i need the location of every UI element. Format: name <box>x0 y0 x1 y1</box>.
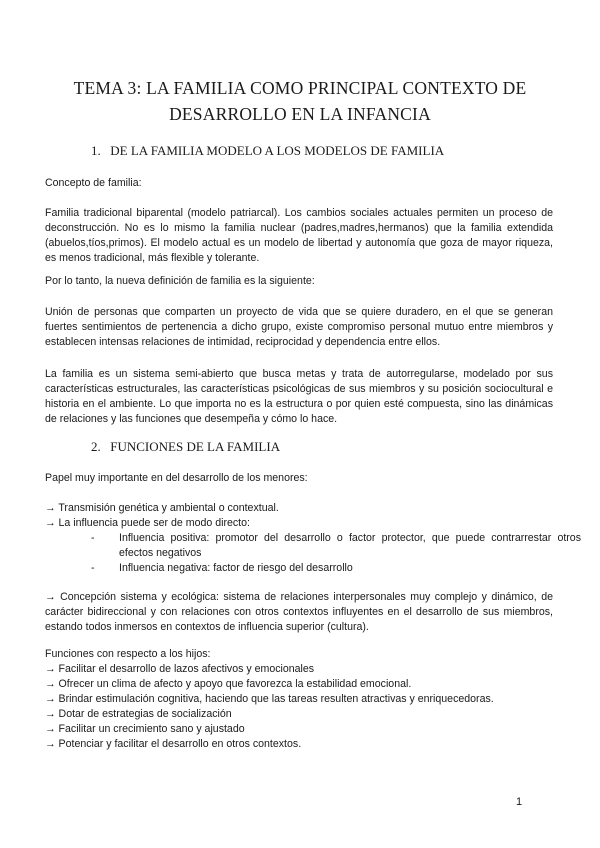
bullet-item <box>91 531 581 561</box>
function-item: → Facilitar el desarrollo de lazos afectivos y emocionales <box>45 663 315 675</box>
paragraph-definicion-intro: Por lo tanto, la nueva definición de familia es la siguiente: <box>45 275 315 287</box>
bullet-dash: - <box>91 562 95 574</box>
paragraph-concepcion: → Concepción sistema y ecológica: sistema de relaciones interpersonales muy complejo y dinámico, de carácter bidireccional y con relaciones con otros contextos influyentes en el desarrollo de sus miembros, estando todos inmersos en contextos de influencia superior (cultura). <box>45 591 553 633</box>
section-2-title: FUNCIONES DE LA FAMILIA <box>110 439 281 454</box>
title-line-2: DESARROLLO EN LA INFANCIA <box>169 104 431 124</box>
page-number: 1 <box>516 796 523 808</box>
section-1-title: DE LA FAMILIA MODELO A LOS MODELOS DE FAMILIA <box>110 143 445 158</box>
bullet-dash: - <box>91 532 95 544</box>
bullet-item <box>91 561 581 576</box>
paragraph-papel: Papel muy importante en del desarrollo de los menores: <box>45 472 308 484</box>
section-2-heading <box>91 439 280 455</box>
page-title <box>60 75 540 127</box>
bullet-text: Influencia positiva: promotor del desarrollo o factor protector, que puede contrarrestar otros efectos negativos <box>119 532 581 559</box>
section-1-number: 1. <box>91 143 101 158</box>
paragraph-sistema: La familia es un sistema semi-abierto que busca metas y trata de autorregularse, modelado por sus características estructurales, las características psicológicas de sus miembros y su posición sociocultural e historia en el ambiente. Lo que importa no es la estructura o por quien esté compuesta, sino las dinámicas de relaciones y las funciones que desempeña y cómo lo hace. <box>45 368 553 425</box>
paragraph-definicion: Unión de personas que comparten un proyecto de vida que se quiere duradero, en el que se generan fuertes sentimientos de pertenencia a dicho grupo, existe compromiso personal mutuo entre miembros y establecen intensas relaciones de intimidad, reciprocidad y dependencia entre ellos. <box>45 306 553 348</box>
function-item: → Potenciar y facilitar el desarrollo en otros contextos. <box>45 738 302 750</box>
function-item: → Dotar de estrategias de socialización <box>45 708 232 720</box>
function-item: → Facilitar un crecimiento sano y ajustado <box>45 723 245 735</box>
bullet-text: Influencia negativa: factor de riesgo del desarrollo <box>119 562 353 574</box>
arrow-item-transmision: → Transmisión genética y ambiental o contextual. <box>45 502 279 514</box>
section-2-number: 2. <box>91 439 101 454</box>
function-item: → Ofrecer un clima de afecto y apoyo que favorezca la estabilidad emocional. <box>45 678 412 690</box>
section-1-heading <box>91 143 444 159</box>
paragraph-concepto: Concepto de familia: <box>45 177 142 189</box>
arrow-item-influencia: → La influencia puede ser de modo directo: <box>45 517 250 529</box>
paragraph-familia-tradicional: Familia tradicional biparental (modelo patriarcal). Los cambios sociales actuales permiten un proceso de deconstrucción. No es lo mismo la familia nuclear (padres,madres,hermanos) que la familia extendida (abuelos,tíos,primos). El modelo actual es un modelo de libertad y autonomía que goza de mayor riqueza, es menos tradicional, más flexible y tolerante. <box>45 207 553 264</box>
title-line-1: TEMA 3: LA FAMILIA COMO PRINCIPAL CONTEXTO DE <box>73 78 527 98</box>
functions-title: Funciones con respecto a los hijos: <box>45 648 211 660</box>
function-item: → Brindar estimulación cognitiva, haciendo que las tareas resulten atractivas y enriquecedoras. <box>45 693 494 705</box>
